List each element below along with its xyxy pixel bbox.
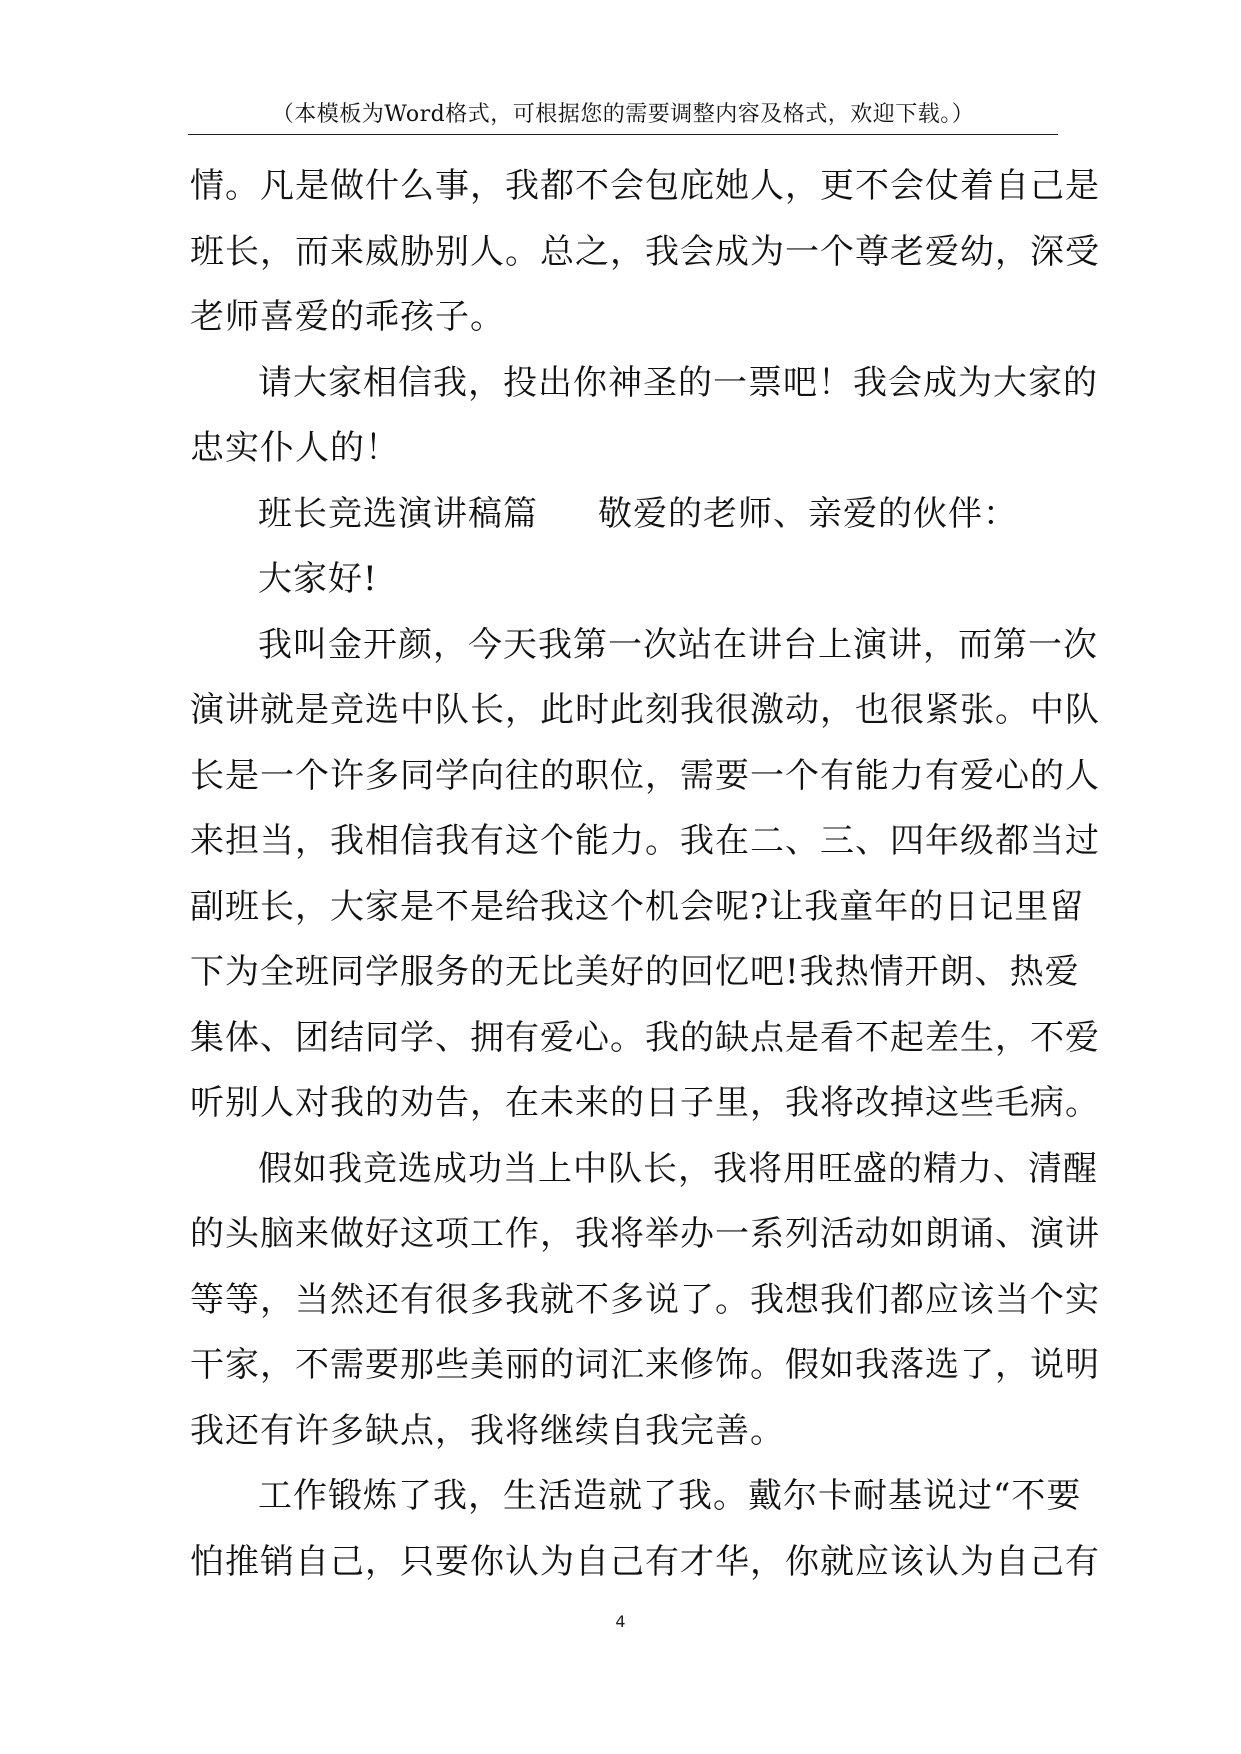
document-body (190, 154, 1100, 1595)
body-line: 工作锻炼了我，生活造就了我。戴尔卡耐基说过“不要 (258, 1476, 1082, 1516)
header-divider (188, 134, 1058, 135)
body-line: 集体、团结同学、拥有爱心。我的缺点是看不起差生，不爱 (190, 1017, 1100, 1058)
template-note-header: （本模板为Word格式，可根据您的需要调整内容及格式，欢迎下载。） (271, 102, 975, 127)
speech-title-line (190, 482, 1070, 548)
body-line: 副班长，大家是不是给我这个机会呢?让我童年的日记里留 (190, 886, 1085, 927)
body-line: 班长，而来威胁别人。总之，我会成为一个尊老爱幼，深受 (190, 231, 1100, 272)
body-line: 长是一个许多同学向往的职位，需要一个有能力有爱心的人 (190, 755, 1100, 796)
body-line: 的头脑来做好这项工作，我将举办一系列活动如朗诵、演讲 (190, 1214, 1100, 1254)
body-line: 我还有许多缺点，我将继续自我完善。 (190, 1410, 785, 1451)
speech-salutation: 敬爱的老师、亲爱的伙伴： (598, 493, 1018, 534)
body-line: 忠实仆人的！ (190, 428, 400, 468)
body-line: 来担当，我相信我有这个能力。我在二、三、四年级都当过 (190, 821, 1100, 861)
body-line: 我叫金开颜，今天我第一次站在讲台上演讲，而第一次 (258, 624, 1098, 665)
speech-title: 班长竞选演讲稿篇 (258, 493, 538, 534)
body-line: 假如我竞选成功当上中队长，我将用旺盛的精力、清醒 (258, 1148, 1098, 1189)
body-line: 等等，当然还有很多我就不多说了。我想我们都应该当个实 (190, 1279, 1100, 1320)
page-number: 4 (615, 1612, 626, 1631)
greeting-line: 大家好! (258, 559, 378, 599)
body-line: 老师喜爱的乖孩子。 (190, 297, 505, 337)
body-line: 下为全班同学服务的无比美好的回忆吧!我热情开朗、热爱 (190, 952, 1080, 992)
body-line: 情。凡是做什么事，我都不会包庇她人，更不会仗着自己是 (190, 166, 1100, 206)
body-line: 演讲就是竞选中队长，此时此刻我很激动，也很紧张。中队 (190, 690, 1100, 730)
body-line: 干家，不需要那些美丽的词汇来修饰。假如我落选了，说明 (190, 1345, 1100, 1385)
body-line: 怕推销自己，只要你认为自己有才华，你就应该认为自己有 (190, 1541, 1100, 1582)
body-line: 听别人对我的劝告，在未来的日子里，我将改掉这些毛病。 (190, 1083, 1100, 1123)
body-line: 请大家相信我，投出你神圣的一票吧！我会成为大家的 (258, 362, 1098, 403)
